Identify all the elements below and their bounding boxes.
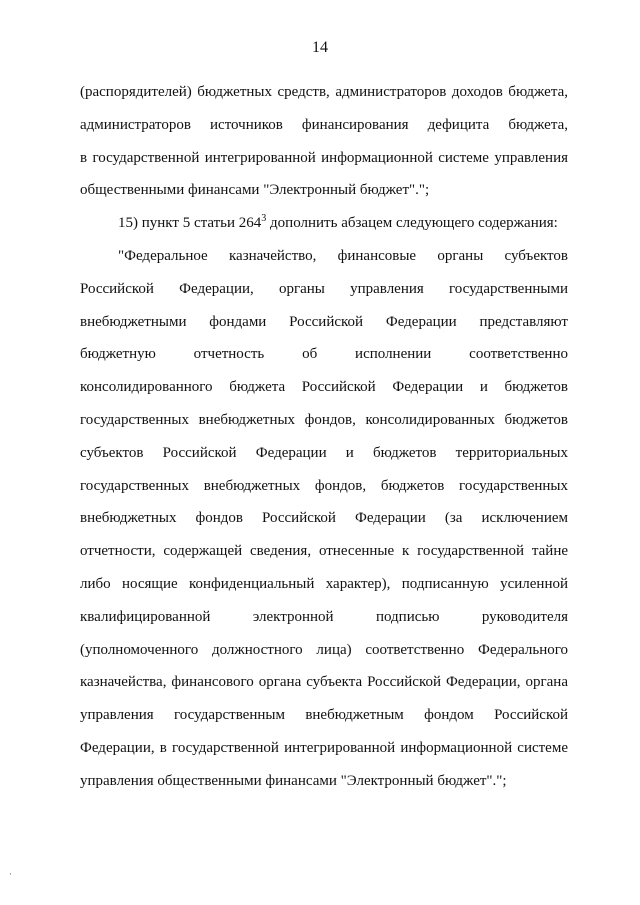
text-line: управления государственным внебюджетным фондом Российской	[80, 707, 568, 724]
document-body	[80, 76, 568, 798]
text-line: либо носящие конфиденциальный характер), подписанную усиленной	[80, 575, 568, 592]
text-line: бюджетную отчетность об исполнении соответственно	[80, 346, 568, 363]
item-15-text-tail: дополнить абзацем следующего содержания:	[266, 215, 558, 232]
item-15-text: 15) пункт 5 статьи 264	[118, 215, 262, 232]
text-line: (уполномоченного должностного лица) соответственно Федерального	[80, 641, 568, 658]
text-line: государственных внебюджетных фондов, бюджетов государственных	[80, 477, 568, 494]
item-15-line	[80, 207, 568, 240]
text-line: консолидированного бюджета Российской Федерации и бюджетов	[80, 379, 568, 396]
item-15-paragraph	[80, 207, 568, 240]
article-superscript: 3	[261, 213, 267, 225]
text-line: администраторов источников финансирования дефицита бюджета,	[80, 116, 568, 133]
margin-mark: ·	[9, 869, 12, 879]
text-line: управления общественными финансами "Электронный бюджет".";	[80, 772, 507, 789]
page-number: 14	[312, 39, 328, 56]
text-line: квалифицированной электронной подписью руководителя	[80, 608, 568, 625]
text-line: в государственной интегрированной информационной системе управления	[80, 149, 568, 166]
text-line: Российской Федерации, органы управления государственными	[80, 280, 568, 297]
text-line: казначейства, финансового органа субъекта Российской Федерации, органа	[80, 674, 568, 691]
text-line: общественными финансами "Электронный бюджет".";	[80, 182, 430, 199]
text-line: "Федеральное казначейство, финансовые органы субъектов	[118, 247, 568, 264]
text-line: отчетности, содержащей сведения, отнесенные к государственной тайне	[80, 543, 568, 560]
text-line: внебюджетных фондов Российской Федерации (за исключением	[80, 510, 568, 527]
text-line: внебюджетными фондами Российской Федерации представляют	[80, 313, 568, 330]
text-line: субъектов Российской Федерации и бюджетов территориальных	[80, 444, 568, 461]
continuation-paragraph	[80, 76, 568, 207]
quoted-paragraph	[80, 240, 568, 798]
text-line: Федерации, в государственной интегрированной информационной системе	[80, 739, 568, 756]
text-line: (распорядителей) бюджетных средств, администраторов доходов бюджета,	[80, 84, 568, 100]
text-line: государственных внебюджетных фондов, консолидированных бюджетов	[80, 411, 568, 428]
